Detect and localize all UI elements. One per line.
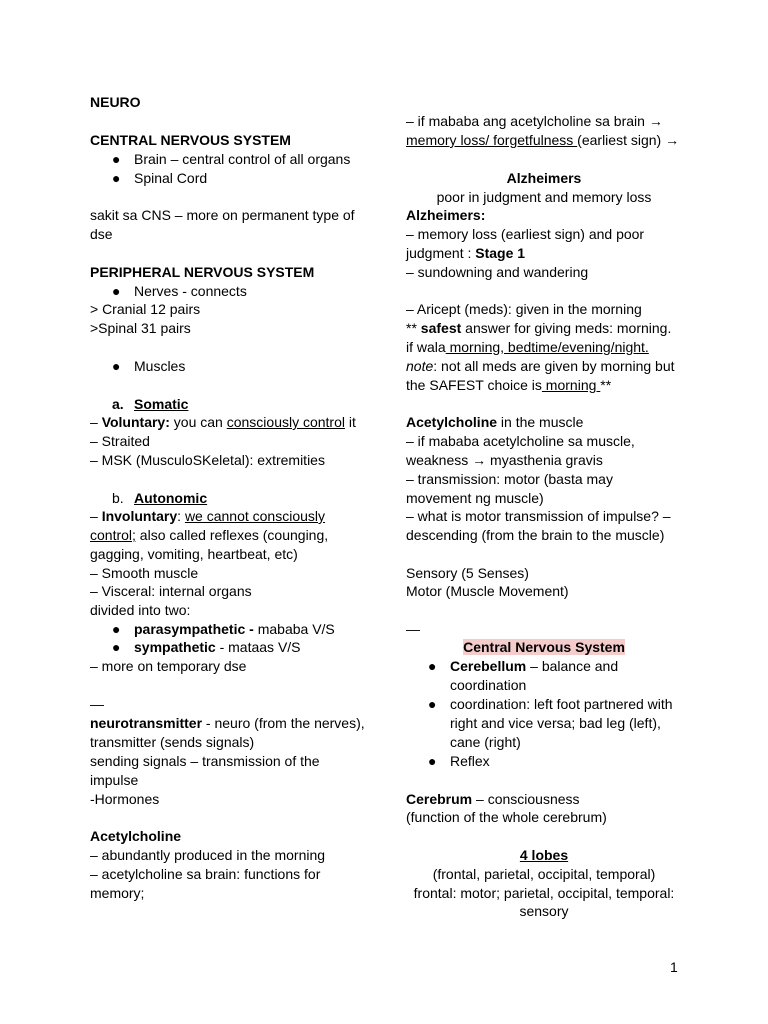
bullet-icon: ● [428, 658, 437, 674]
cns-note: sakit sa CNS – more on permanent type of [90, 207, 355, 223]
involuntary-line: – Involuntary: we cannot consciously [90, 508, 326, 524]
ach-muscle-text: – what is motor transmission of impulse? – [406, 508, 671, 524]
list-item-cont: right and vice versa; bad leg (left), [450, 715, 661, 731]
cerebrum-line: (function of the whole cerebrum) [406, 809, 607, 825]
bullet-icon: ● [112, 639, 121, 655]
list-item: ● Brain – central control of all organs [112, 151, 351, 167]
acetylcholine-heading: Acetylcholine [90, 828, 182, 844]
involuntary-line: control; also called reflexes (counging, [90, 527, 329, 543]
safest-line: ** safest answer for giving meds: morning. [406, 320, 672, 336]
cns-title [406, 638, 682, 657]
section-divider: — [90, 696, 104, 712]
list-item: ● coordination: left foot partnered with [428, 696, 673, 712]
cns-note: dse [90, 226, 113, 242]
alzheimers-text: – memory loss (earliest sign) and poor [406, 226, 645, 242]
visceral-text: – Visceral: internal organs [90, 583, 252, 599]
voluntary-line: – Voluntary: you can consciously control it [90, 414, 356, 430]
alzheimers-text: judgment : Stage 1 [406, 245, 526, 261]
lobes-text: (frontal, parietal, occipital, temporal) [432, 866, 656, 882]
motor-text: Motor (Muscle Movement) [406, 583, 569, 599]
acetylcholine-text: – acetylcholine sa brain: functions for [90, 866, 321, 882]
list-item: ● Muscles [112, 358, 186, 374]
bullet-icon: ● [428, 696, 437, 712]
section-divider: — [406, 621, 420, 637]
list-item-cont: coordination [450, 677, 527, 693]
aricept-text: – Aricept (meds): given in the morning [406, 301, 642, 317]
doc-title: NEURO [90, 94, 141, 110]
divided-text: divided into two: [90, 602, 191, 618]
note-line: the SAFEST choice is morning ** [406, 377, 612, 393]
somatic-heading: a. Somatic [112, 396, 189, 412]
ach-muscle-heading: Acetylcholine in the muscle [406, 414, 584, 430]
ach-muscle-text: – transmission: motor (basta may [406, 471, 613, 487]
autonomic-heading: b. Autonomic [112, 490, 208, 506]
alzheimers-title: Alzheimers [506, 170, 582, 186]
acetylcholine-text: memory; [90, 885, 145, 901]
neurotransmitter-line: sending signals – transmission of the [90, 753, 320, 769]
cns-heading: CENTRAL NERVOUS SYSTEM [90, 132, 291, 148]
ach-brain-line: memory loss/ forgetfulness (earliest sign) → [406, 132, 680, 148]
cranial-text: > Cranial 12 pairs [90, 301, 201, 317]
smooth-text: – Smooth muscle [90, 565, 199, 581]
ach-muscle-text: descending (from the brain to the muscle) [406, 527, 665, 543]
pns-heading: PERIPHERAL NERVOUS SYSTEM [90, 264, 315, 280]
bullet-icon: ● [112, 358, 121, 374]
list-item: ● Nerves - connects [112, 283, 247, 299]
spinal-text: >Spinal 31 pairs [90, 320, 191, 336]
lobes-text: frontal: motor; parietal, occipital, temporal: [413, 885, 675, 901]
list-item: ● Spinal Cord [112, 170, 208, 186]
highlight: Central Nervous System [463, 639, 625, 655]
lobes-text: sensory [519, 903, 569, 919]
straited-text: – Straited [90, 433, 150, 449]
neurotransmitter-line: neurotransmitter - neuro (from the nerves), [90, 715, 365, 731]
cerebrum-line: Cerebrum – consciousness [406, 791, 580, 807]
note-line: note: not all meds are given by morning but [406, 358, 675, 374]
involuntary-line: gagging, vomiting, heartbeat, etc) [90, 546, 298, 562]
msk-text: – MSK (MusculoSKeletal): extremities [90, 452, 325, 468]
alzheimers-subtitle: poor in judgment and memory loss [436, 189, 652, 205]
list-item: ● parasympathetic - mababa V/S [112, 621, 335, 637]
hormones-text: -Hormones [90, 791, 160, 807]
alzheimers-text: – sundowning and wandering [406, 264, 589, 280]
bullet-icon: ● [428, 753, 437, 769]
alzheimers-label: Alzheimers: [406, 207, 486, 223]
list-item-cont: cane (right) [450, 734, 521, 750]
ach-muscle-text: weakness → myasthenia gravis [406, 452, 603, 468]
list-item: ● Cerebellum – balance and [428, 658, 619, 674]
neurotransmitter-line: transmitter (sends signals) [90, 734, 255, 750]
ach-muscle-text: movement ng muscle) [406, 490, 544, 506]
page-number: 1 [670, 959, 678, 975]
list-item: ● Reflex [428, 753, 490, 769]
acetylcholine-text: – abundantly produced in the morning [90, 847, 326, 863]
bullet-icon: ● [112, 170, 121, 186]
lobes-title: 4 lobes [519, 847, 569, 863]
bullet-icon: ● [112, 283, 121, 299]
sensory-text: Sensory (5 Senses) [406, 565, 529, 581]
neurotransmitter-line: impulse [90, 772, 139, 788]
wala-line: if wala morning, bedtime/evening/night. [406, 339, 649, 355]
list-item: ● sympathetic - mataas V/S [112, 639, 301, 655]
ach-muscle-text: – if mababa acetylcholine sa muscle, [406, 433, 635, 449]
bullet-icon: ● [112, 621, 121, 637]
ach-brain-line: – if mababa ang acetylcholine sa brain → [406, 113, 663, 129]
bullet-icon: ● [112, 151, 121, 167]
temporary-text: – more on temporary dse [90, 658, 247, 674]
